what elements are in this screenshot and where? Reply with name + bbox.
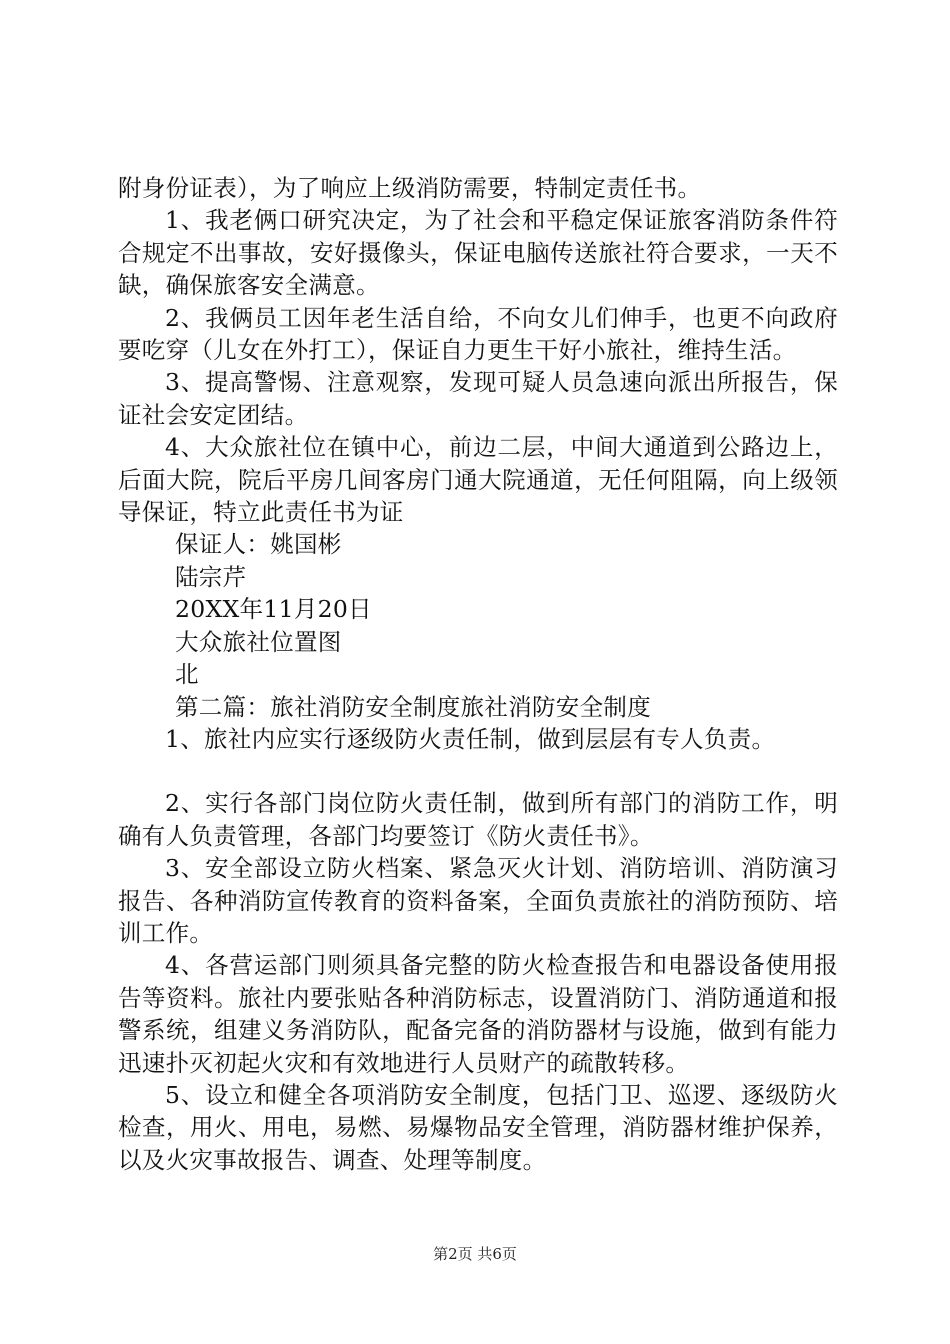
location-map-title: 大众旅社位置图 (175, 627, 342, 656)
paragraph-item-3: 3、提高警惕、注意观察，发现可疑人员急速向派出所报告，保证社会安定团结。 (118, 368, 838, 429)
paragraph-item-2: 2、我俩员工因年老生活自给，不向女儿们伸手，也更不向政府要吃穿（儿女在外打工），保证自力更生干好小旅社，维持生活。 (118, 303, 838, 365)
rule-item-5: 5、设立和健全各项消防安全制度，包括门卫、巡逻、逐级防火检查，用火、用电，易燃、易爆物品安全管理，消防器材维护保养，以及火灾事故报告、调查、处理等制度。 (118, 1080, 838, 1174)
guarantor-line: 保证人：姚国彬 (175, 530, 342, 559)
rule-item-1: 1、旅社内应实行逐级防火责任制，做到层层有专人负责。 (165, 724, 776, 753)
paragraph-continuation: 附身份证表），为了响应上级消防需要，特制定责任书。 (118, 174, 702, 202)
rule-item-3: 3、安全部设立防火档案、紧急灭火计划、消防培训、消防演习报告、各种消防宣传教育的资料备案，全面负责旅社的消防预防、培训工作。 (118, 854, 838, 947)
signature-date: 20XX年11月20日 (175, 595, 372, 624)
guarantor-second-name: 陆宗芹 (175, 562, 247, 591)
paragraph-gap (118, 755, 838, 787)
section-heading: 第二篇：旅社消防安全制度旅社消防安全制度 (175, 692, 651, 721)
paragraph-item-1: 1、我老俩口研究决定，为了社会和平稳定保证旅客消防条件符合规定不出事故，安好摄像头，保证电脑传送旅社符合要求，一天不缺，确保旅客安全满意。 (118, 206, 838, 300)
rule-item-2: 2、实行各部门岗位防火责任制，做到所有部门的消防工作，明确有人负责管理，各部门均要签订《防火责任书》。 (118, 789, 838, 850)
page-footer: 第2页 共6页 (433, 1245, 517, 1263)
rule-item-4: 4、各营运部门则须具备完整的防火检查报告和电器设备使用报告等资料。旅社内要张贴各种消防标志，设置消防门、消防通道和报警系统，组建义务消防队，配备完备的消防器材与设施，做到有能力迅速扑灭初起火灾和有效地进行人员财产的疏散转移。 (118, 951, 838, 1077)
paragraph-item-4: 4、大众旅社位在镇中心，前边二层，中间大通道到公路边上，后面大院，院后平房几间客房门通大院通道，无任何阻隔，向上级领导保证，特立此责任书为证 (118, 433, 838, 527)
document-body (118, 172, 838, 1176)
map-north-label: 北 (175, 660, 199, 689)
